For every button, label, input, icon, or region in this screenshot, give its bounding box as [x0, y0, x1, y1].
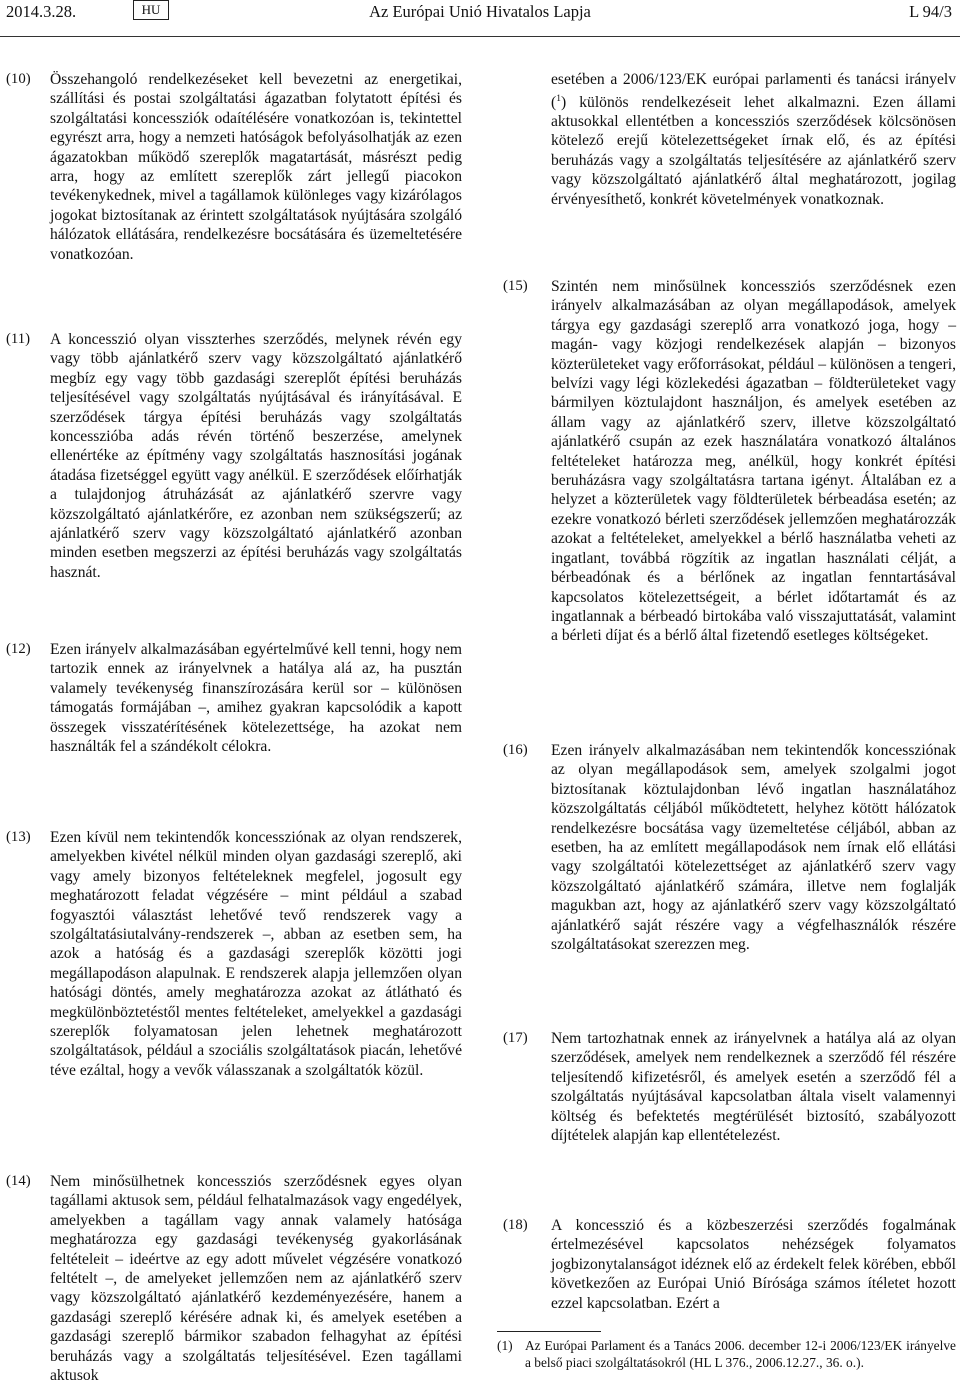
recital-text: Összehangoló rendelkezéseket kell bevezetni az energetikai, szállítási és postai szolgáltatási ágazatban folytatott építési és szolgáltatási koncessziók odaítélésére vonatkozóan is, tekintettel egyrészt arra, hogy a nemzeti hatóságok befolyásolhatják az ezen ágazatokban működő szereplők magatartását, másrészt pedig arra, hogy az említett szereplők zárt jellegű piacokon tevékenykednek, mivel a tagállamok különleges vagy kizárólagos jogokat biztosítanak az érintett szolgáltatások nyújtására szolgáló hálózatok ellátására, rendelkezésre bocsátására és üzemeltetésére vonatkozóan.	[50, 71, 462, 263]
header-rule	[0, 36, 960, 37]
recital-number: (12)	[6, 641, 31, 657]
footnote-ref: 1	[556, 93, 561, 104]
recital-text: Nem minősülhetnek koncessziós szerződésnek egyes olyan tagállami aktusok sem, például felhatalmazások vagy engedélyek, amelyekben a tagállam vagy annak valamely hatósága meghatározza egy gazdasági tevékenység gyakorlásának feltételeit – ideértve az egy adott művelet végzésére vonatkozó feltételt –, de amelyeket jellemzően nem az ajánlatkérő szerv vagy közszolgáltató ajánlatkérő kezdeményezésére, hanem a gazdasági szereplő kérésére adnak ki, és amelyek esetében a gazdasági szereplő bármikor szabadon felhagyhat az építési beruházás vagy a szolgáltatás teljesítésével. Ezen tagállami aktusok	[50, 1173, 462, 1385]
language-badge: HU	[133, 0, 169, 20]
page-header	[0, 0, 960, 26]
recital-number: (15)	[503, 278, 528, 294]
recital-number: (11)	[6, 331, 31, 347]
recital-text: Ezen irányelv alkalmazásában egyértelművé kell tenni, hogy nem tartozik ennek az irányelvnek a hatálya alá az, ha pusztán valamely tevékenység finanszírozására kerül sor – különösen támogatás formájában –, amihez gyakran kapcsolódik a kapott összegek visszatérítésének kötelezettsége, ha azokat nem használták fel a szándékolt célokra.	[50, 641, 462, 756]
journal-title: Az Európai Unió Hivatalos Lapja	[369, 2, 591, 21]
page-reference: L 94/3	[909, 2, 952, 21]
recital-text: Szintén nem minősülnek koncessziós szerződésnek ezen irányelv alkalmazásában az olyan megállapodások, amelyek tárgya egy gazdasági szereplő arra vonatkozó joga, hogy – magán- vagy közjogi rendelkezések alapján – bizonyos közterületeket vagy erőforrásokat, például – különösen a tengeri, belvízi vagy légi közlekedési ágazatban – földterületeket vagy bármilyen köztulajdont használjon, és amelyek esetében az állam vagy az ajánlatkérő szerv, illetve közszolgáltató ajánlatkérő csupán az ezek használatára vonatkozó általános feltételeket határozza meg, anélkül, hogy konkrét építési beruházásra vagy szolgáltatásra tartana igényt. Általában ez a helyzet a közterületek vagy földterületek bérbeadása esetén; az ezekre vonatkozó bérleti szerződések jellemzően meghatározzák azokat a feltételeket, amelyekkel a bérlő használatba veheti az ingatlant, továbbá rögzítik az ingatlan használati célját, a bérbeadónak és a bérlőnek az ingatlan fenntartásával kapcsolatos kötelezettségeit, a bérlet időtartamát és az ingatlannak a bérbeadó birtokába való visszajuttatását, valamint a bérleti díjat és a bérlő által fizetendő esetleges költségeket.	[551, 278, 956, 645]
footnote-text: Az Európai Parlament és a Tanács 2006. december 12-i 2006/123/EK irányelve a belső piaci szolgáltatásokról (HL L 376., 2006.12.27., 36. o.).	[525, 1338, 956, 1370]
recital-number: (18)	[503, 1217, 528, 1233]
continued-text-a: esetében a 2006/123/EK európai parlamenti és tanácsi irányelv ($^1$) különös rendelkezéseit lehet alkalmazni. Ezen állami aktusokkal ellentétben a koncessziós szerződések kölcsönösen kötelező erejű kötelezettségeket írnak elő, és az építési beruházás vagy a szolgáltatás teljesítésére az ajánlatkérő szerv vagy közszolgáltató ajánlatkérő által meghatározott, jogilag érvényesíthető, konkrét követelmények vonatkoznak.	[551, 71, 956, 208]
recital-number: (17)	[503, 1030, 528, 1046]
recital-text: A koncesszió olyan visszterhes szerződés, melynek révén egy vagy több ajánlatkérő szerv vagy közszolgáltató ajánlatkérő megbíz egy vagy több gazdasági szereplőt építési beruházás teljesítésével vagy szolgáltatás nyújtásával és irányításával. E szerződések tárgya építési beruházás vagy szolgáltatás koncesszióba adás révén történő beszerzése, amelynek ellenértéke az építmény vagy szolgáltatás hasznosítási jogának átadása fizetséggel együtt vagy anélkül. E szerződések előírhatják a tulajdonjog átruházását az ajánlatkérő szervre vagy közszolgáltató ajánlatkérőre, ez azonban nem szükségszerű; az ajánlatkérő szerv vagy közszolgáltató ajánlatkérő azonban minden esetben megszerzi az építési beruházás vagy szolgáltatás hasznát.	[50, 331, 462, 581]
footnote-rule	[497, 1331, 601, 1332]
recital-text	[551, 70, 956, 209]
recital-number: (10)	[6, 71, 31, 87]
footnote-mark: (1)	[497, 1338, 513, 1353]
recital-number: (14)	[6, 1173, 31, 1189]
recital-text: Nem tartozhatnak ennek az irányelvnek a hatálya alá az olyan szerződések, amelyek nem rendelkeznek a szerződő fél részére teljesítendő kifizetésről, és amelyek esetén a szerződő fél a szolgáltatás nyújtásával kapcsolatban általa viselt valamennyi költség és befektetés megtérülését biztosító, szabályozott díjtételek alapján kap ellentételezést.	[551, 1030, 956, 1145]
publication-date: 2014.3.28.	[6, 2, 77, 21]
recital-number: (13)	[6, 829, 31, 845]
recital-text: A koncesszió és a közbeszerzési szerződés fogalmának értelmezésével kapcsolatos nehézségek folyamatos jogbizonytalanságot idéznek elő az érdekelt felek körében, ebből következően az Európai Unió Bírósága számos ítéletet hozott ezzel kapcsolatban. Ezért a	[551, 1217, 956, 1312]
recital-text: Ezen irányelv alkalmazásában nem tekintendők koncessziónak az olyan megállapodások sem, amelyek szolgalmi jogot biztosítanak köztulajdonban lévő ingatlan használatához közszolgáltatás céljából működtetett, helyhez kötött hálózatok rendelkezésre bocsátása vagy üzemeltetése céljából, abban az esetben, ha az említett megállapodások nem írnak elő ellátási vagy szolgáltatói kötelezettséget az ajánlatkérő szerv vagy közszolgáltató ajánlatkérő számára, illetve nem foglalják magukban azt, hogy az ajánlatkérő szerv vagy közszolgáltató ajánlatkérő saját részére vagy a végfelhasználók részére szolgáltatásokat szerezzen meg.	[551, 742, 956, 954]
recital-number: (16)	[503, 742, 528, 758]
recital-text: Ezen kívül nem tekintendők koncessziónak az olyan rendszerek, amelyekben kivétel nélkül minden olyan gazdasági szereplő, aki vagy amely bizonyos feltételeknek megfelel, jogosult egy meghatározott feladat végzésére – mint például a szabad fogyasztói választást lehetővé tevő rendszerek vagy a szolgáltatásiutalvány-rendszerek –, abban az esetben sem, ha azok a hatóság és a gazdasági szereplők közötti jogi megállapodáson alapulnak. E rendszerek alapja jellemzően olyan hatósági döntés, amely meghatározza azokat az átlátható és megkülönböztetéstől mentes feltételeket, amelyekkel a gazdasági szereplők folyamatosan jelen lehetnek meghatározott szolgáltatások, például a szociális szolgáltatások piacán, lehetővé téve ezáltal, hogy a vevők válasszanak a szolgáltatók közül.	[50, 829, 462, 1079]
